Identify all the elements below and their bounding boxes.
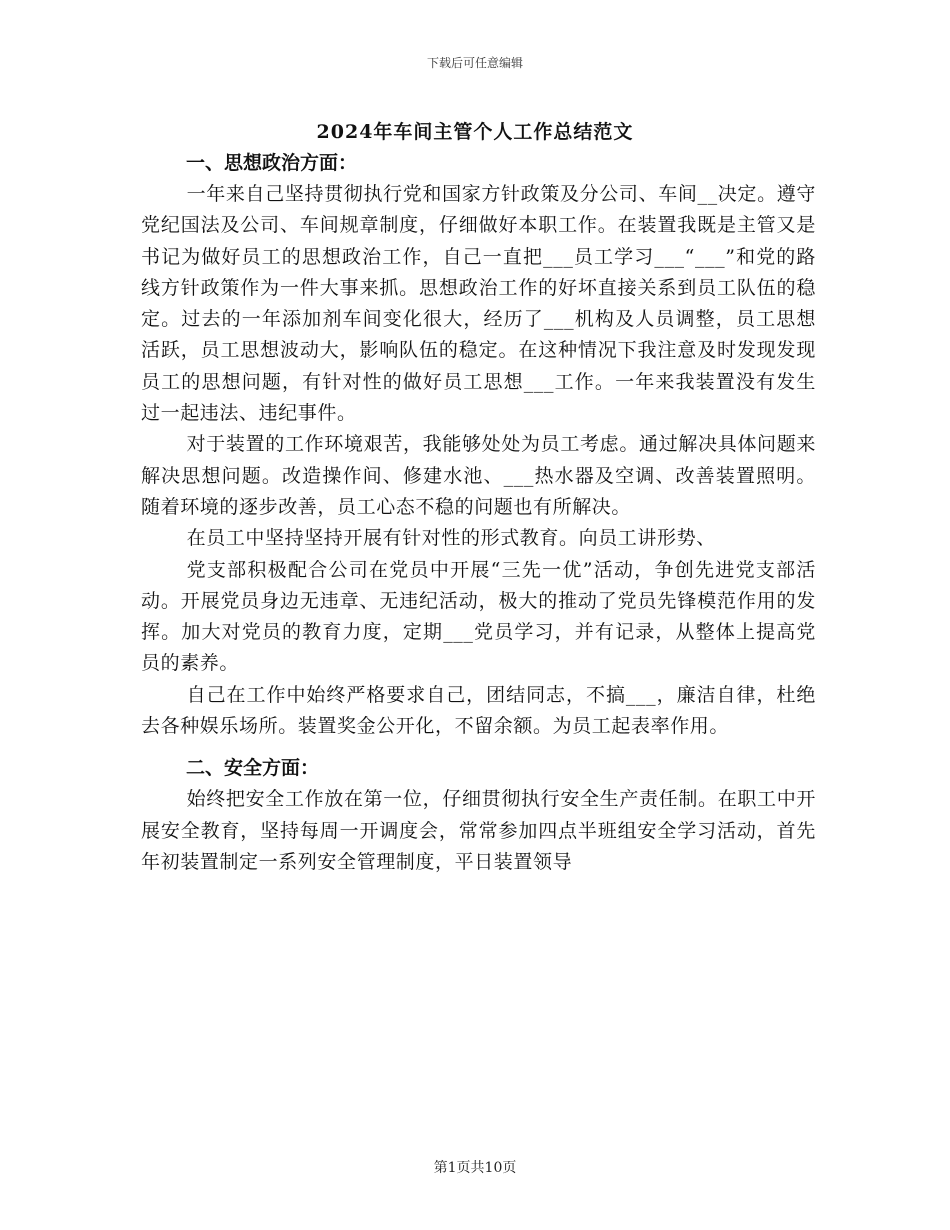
paragraph: 一年来自己坚持贯彻执行党和国家方针政策及分公司、车间__决定。遵守党纪国法及公司、车间规章制度，仔细做好本职工作。在装置我既是主管又是书记为做好员工的思想政治工作，自己一直把___员工学习___“___”和党的路线方针政策作为一件大事来抓。思想政治工作的好坏直接关系到员工队伍的稳定。过去的一年添加剂车间变化很大，经历了___机构及人员调整，员工思想活跃，员工思想波动大，影响队伍的稳定。在这种情况下我注意及时发现发现员工的思想问题，有针对性的做好员工思想___工作。一年来我装置没有发生过一起违法、违纪事件。: [141, 183, 816, 425]
document-body: [141, 148, 816, 878]
document-title: 2024年车间主管个人工作总结范文: [316, 121, 634, 143]
paragraph: 始终把安全工作放在第一位，仔细贯彻执行安全生产责任制。在职工中开展安全教育，坚持每周一开调度会，常常参加四点半班组安全学习活动，首先年初装置制定一系列安全管理制度，平日装置领导: [141, 788, 816, 873]
paragraph: 党支部积极配合公司在党员中开展“三先一优”活动，争创先进党支部活动。开展党员身边无违章、无违纪活动，极大的推动了党员先锋模范作用的发挥。加大对党员的教育力度，定期___党员学习，并有记录，从整体上提高党员的素养。: [141, 558, 816, 675]
paragraph: 在员工中坚持坚持开展有针对性的形式教育。向员工讲形势、: [186, 527, 716, 550]
section-safety: [141, 753, 816, 878]
section-thought-politics: [141, 148, 816, 742]
page-footer: 第1页共10页: [433, 1160, 517, 1176]
paragraph: 对于装置的工作环境艰苦，我能够处处为员工考虑。通过解决具体问题来解决思想问题。改造操作间、修建水池、___热水器及空调、改善装置照明。随着环境的逐步改善，员工心态不稳的问题也有所解决。: [141, 433, 816, 518]
section-heading: 一、思想政治方面：: [186, 152, 358, 174]
paragraph: 自己在工作中始终严格要求自己，团结同志，不搞___，廉洁自律，杜绝去各种娱乐场所。装置奖金公开化，不留余额。为员工起表率作用。: [141, 683, 816, 738]
header-note: 下载后可任意编辑: [426, 56, 523, 70]
section-heading: 二、安全方面：: [186, 757, 320, 780]
